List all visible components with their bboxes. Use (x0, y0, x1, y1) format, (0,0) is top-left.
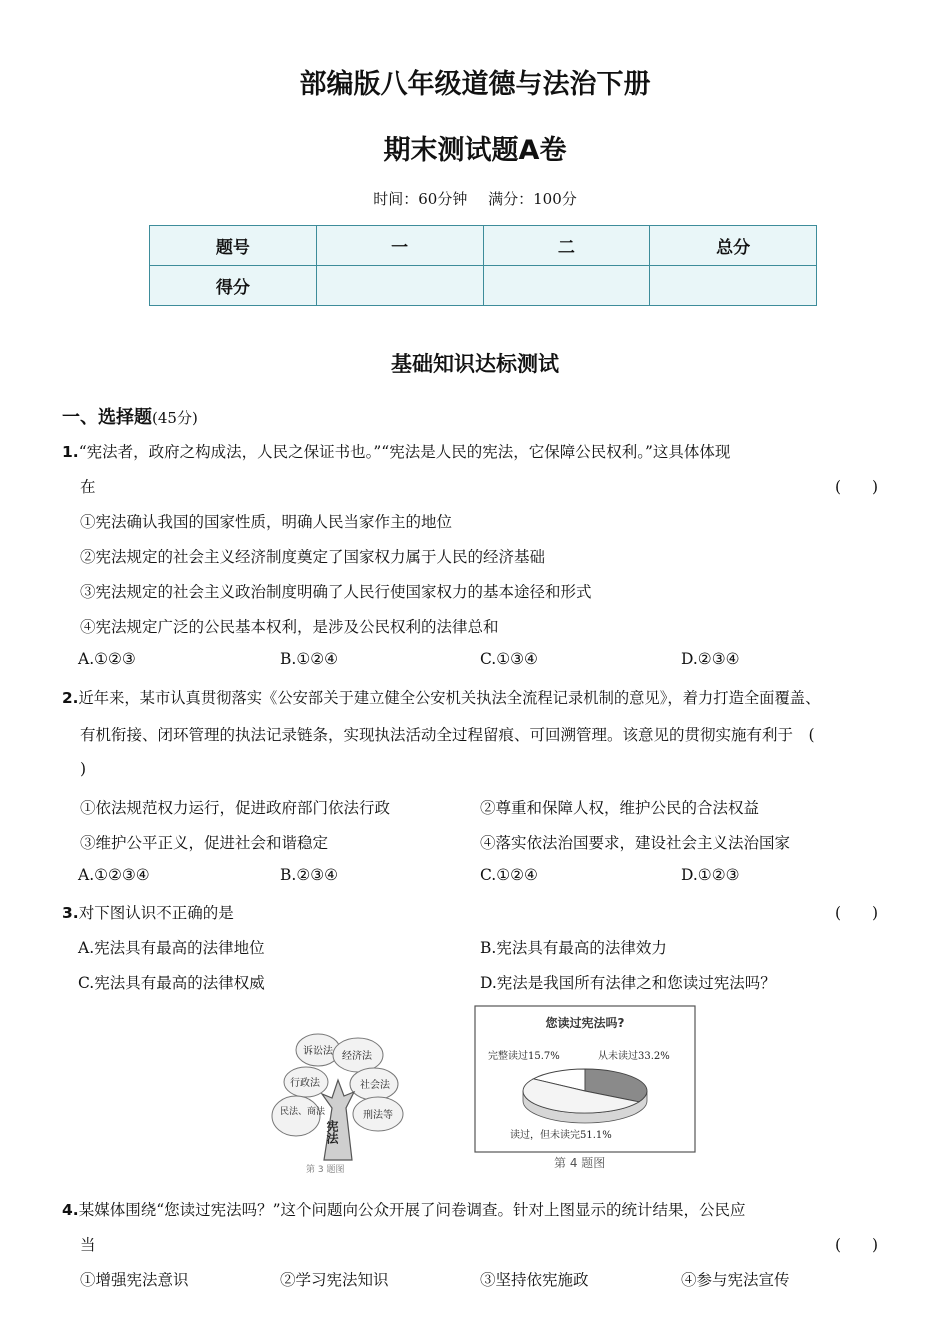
leaf-label: 经济法 (342, 1051, 372, 1062)
question-4-stem (62, 1198, 746, 1220)
slice-label: 完整读过15.7% (488, 1051, 560, 1062)
slice-label: 读过，但未读完51.1% (510, 1130, 612, 1141)
score-cell: 总分 (650, 226, 817, 266)
slice-label: 从未读过33.2% (598, 1051, 670, 1062)
question-number: 3. (62, 904, 79, 922)
answer-bracket[interactable]: ( ) (835, 478, 879, 496)
question-1-stem-cont: 在 (80, 478, 96, 496)
question-number: 4. (62, 1201, 79, 1219)
constitution-tree-illustration (266, 1010, 416, 1175)
option-a[interactable]: A.宪法具有最高的法律地位 (78, 939, 265, 957)
pie-slices (523, 1069, 647, 1123)
leaf-label: 刑法等 (363, 1110, 393, 1121)
score-input-cell[interactable] (316, 266, 483, 306)
option-d[interactable]: D.②③④ (681, 650, 740, 668)
full-score: 满分：100分 (488, 190, 577, 208)
option-b[interactable]: B.①②④ (280, 650, 339, 668)
figure-caption: 第 4 题图 (554, 1156, 606, 1170)
question-text: 对下图认识不正确的是 (78, 904, 234, 922)
part-title (62, 403, 198, 429)
question-number: 1. (62, 443, 79, 461)
figure-4 (474, 1005, 696, 1175)
leaf-label: 民法、商法 (280, 1107, 326, 1117)
question-2-stem-cont: 有机衔接、闭环管理的执法记录链条，实现执法活动全过程留痕、可回溯管理。该意见的贯彻实施有利于 ( (80, 726, 815, 744)
score-input-cell[interactable] (483, 266, 650, 306)
question-4-stem-cont: 当 (80, 1236, 96, 1254)
option-c[interactable]: C.①③④ (480, 650, 538, 668)
answer-bracket[interactable]: ( ) (835, 904, 879, 922)
option-1[interactable]: ①增强宪法意识 (80, 1271, 189, 1289)
exam-subtitle: 期末测试题A卷 (383, 135, 567, 166)
section-title: 基础知识达标测试 (391, 352, 559, 376)
part-title-text: 一、选择题 (62, 407, 152, 428)
exam-info (0, 188, 950, 209)
score-table-score-row (150, 266, 817, 306)
option-3[interactable]: ③坚持依宪施政 (480, 1271, 589, 1289)
leaf-label: 行政法 (290, 1078, 320, 1089)
leaf-label: 社会法 (360, 1080, 390, 1091)
option-b[interactable]: B.宪法具有最高的法律效力 (480, 939, 667, 957)
option-2[interactable]: ②学习宪法知识 (280, 1271, 389, 1289)
answer-bracket[interactable]: ( ) (835, 1236, 879, 1254)
score-cell: 一 (316, 226, 483, 266)
option-d[interactable]: D.①②③ (681, 866, 740, 884)
score-cell: 得分 (150, 266, 317, 306)
question-text: “宪法者，政府之构成法，人民之保证书也。”“宪法是人民的宪法，它保障公民权利。”这具体体现 (78, 443, 731, 461)
statement: ②尊重和保障人权，维护公民的合法权益 (480, 799, 760, 817)
statement: ③宪法规定的社会主义政治制度明确了人民行使国家权力的基本途径和形式 (80, 583, 592, 601)
question-2-stem-end: ) (80, 760, 87, 778)
part-points: (45分) (152, 409, 198, 427)
figure-3 (266, 1010, 416, 1175)
option-a[interactable]: A.①②③ (78, 650, 136, 668)
document-title: 部编版八年级道德与法治下册 (299, 69, 651, 100)
score-cell: 题号 (150, 226, 317, 266)
score-cell: 二 (483, 226, 650, 266)
question-number: 2. (62, 689, 79, 707)
pie-chart (474, 1005, 696, 1175)
option-4[interactable]: ④参与宪法宣传 (681, 1271, 790, 1289)
statement: ④宪法规定广泛的公民基本权利，是涉及公民权利的法律总和 (80, 618, 499, 636)
time-limit: 时间：60分钟 (373, 190, 468, 208)
option-d[interactable]: D.宪法是我国所有法律之和您读过宪法吗？ (480, 974, 776, 992)
statement: ③维护公平正义，促进社会和谐稳定 (80, 834, 329, 852)
chart-title: 您读过宪法吗? (545, 1016, 625, 1030)
statement: ④落实依法治国要求，建设社会主义法治国家 (480, 834, 791, 852)
question-3-stem (62, 901, 234, 923)
figure-caption: 第 3 题图 (306, 1165, 345, 1175)
question-1-stem (62, 440, 730, 462)
question-2-stem (62, 686, 820, 708)
statement: ①宪法确认我国的国家性质，明确人民当家作主的地位 (80, 513, 453, 531)
score-table (149, 225, 817, 306)
statement: ②宪法规定的社会主义经济制度奠定了国家权力属于人民的经济基础 (80, 548, 546, 566)
leaf-label: 诉讼法 (303, 1046, 333, 1057)
option-b[interactable]: B.②③④ (280, 866, 339, 884)
trunk-label: 宪法 (325, 1120, 339, 1144)
question-text: 某媒体围绕“您读过宪法吗？”这个问题向公众开展了问卷调查。针对上图显示的统计结果，公民应 (78, 1201, 746, 1219)
score-input-cell[interactable] (650, 266, 817, 306)
option-c[interactable]: C.①②④ (480, 866, 538, 884)
statement: ①依法规范权力运行，促进政府部门依法行政 (80, 799, 391, 817)
score-table-header-row (150, 226, 817, 266)
question-text: 近年来，某市认真贯彻落实《公安部关于建立健全公安机关执法全流程记录机制的意见》，着力打造全面覆盖、 (78, 689, 821, 707)
option-c[interactable]: C.宪法具有最高的法律权威 (78, 974, 265, 992)
option-a[interactable]: A.①②③④ (78, 866, 150, 884)
